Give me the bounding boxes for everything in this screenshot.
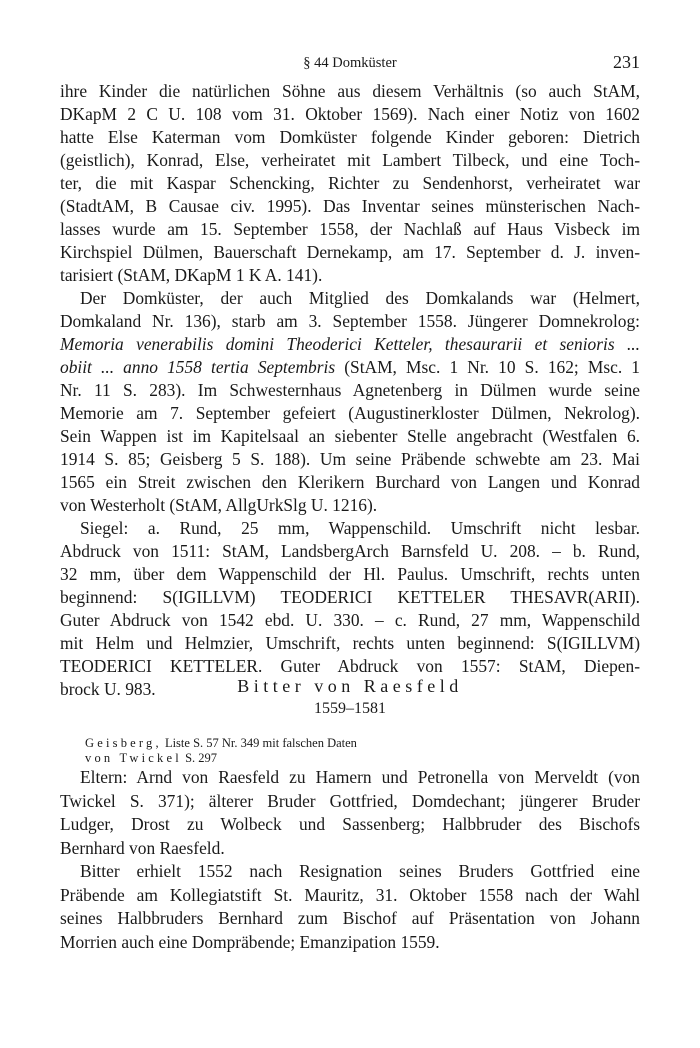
paragraph-seals [60,517,640,701]
text-line: mit Helm und Helmzier, Umschrift, rechts unten beginnend: S(IGILLVM) [60,633,640,653]
entry-text [60,766,640,954]
section-title: § 44 Domküster [303,55,397,71]
text-line: brock U. 983. [60,679,156,699]
text-line: Siegel: a. Rund, 25 mm, Wappenschild. Umschrift nicht lesbar. [80,518,640,538]
text-line: (geistlich), Konrad, Else, verheiratet mit Lambert Tilbeck, und eine Toch- [60,150,640,170]
text-line: Ludger, Drost zu Wolbeck und Sassenberg; Halbbruder des Bischofs [60,814,640,834]
paragraph-death [60,287,640,517]
text-line: Abdruck von 1511: StAM, LandsbergArch Barnsfeld U. 208. – b. Rund, [60,541,640,561]
paragraph-children [60,80,640,287]
text-line: Präbende am Kollegiatstift St. Mauritz, 31. Oktober 1558 nach der Wahl [60,884,640,905]
reference-author: Geisberg, [85,736,162,750]
text-line: Eltern: Arnd von Raesfeld zu Hamern und Petronella von Merveldt (von [80,767,640,787]
text-line: Nr. 11 S. 283). Im Schwesternhaus Agnetenberg in Dülmen wurde seine [60,380,640,400]
text-line: Domkaland Nr. 136), starb am 3. September 1558. Jüngerer Domnekrolog: [60,311,640,331]
text-line: Kirchspiel Dülmen, Bauerschaft Dernekamp, am 17. September d. J. inven- [60,242,640,262]
entry-name: Bitter von Raesfeld [237,676,463,696]
reference-detail: Liste S. 57 Nr. 349 mit falschen Daten [161,736,357,750]
text-line: von Westerholt (StAM, AllgUrkSlg U. 1216). [60,495,378,515]
text-line: beginnend: S(IGILLVM) TEODERICI KETTELER THESAVR(ARII). [60,587,640,607]
paragraph-career [60,860,640,954]
text-line: DKapM 2 C U. 108 vom 31. Oktober 1569). Nach einer Notiz von 1602 [60,104,640,124]
references [85,736,357,766]
text-line: Twickel S. 371); älterer Bruder Gottfried, Domdechant; jüngerer Bruder [60,790,640,811]
running-head [60,52,640,74]
text-line: 1914 S. 85; Geisberg 5 S. 188). Um seine Präbende schwebte am 23. Mai [60,449,640,469]
text-line: Bitter erhielt 1552 nach Resignation seines Bruders Gottfried eine [80,861,640,881]
text-line: hatte Else Katerman vom Domküster folgende Kinder geboren: Dietrich [60,127,640,147]
text-line: Bernhard von Raesfeld. [60,837,225,858]
text-line: ter, die mit Kaspar Schencking, Richter zu Sendenhorst, verheiratet war [60,173,640,193]
reference-detail: S. 297 [181,751,218,765]
text-line: (StadtAM, B Causae civ. 1995). Das Inventar seines münsterischen Nach- [60,196,640,216]
text-line: ihre Kinder die natürlichen Söhne aus diesem Verhältnis (so auch StAM, [60,81,640,101]
text-line: Morrien auch eine Dompräbende; Emanzipation 1559. [60,931,440,952]
text-line: Memorie am 7. September gefeiert (Augustinerkloster Dülmen, Nekrolog). [60,403,640,423]
necrology-quote: Memoria venerabilis domini Theoderici Ketteler, thesaurarii et senioris ... [60,334,640,354]
main-text [60,80,640,701]
text-line: Guter Abdruck von 1542 ebd. U. 330. – c. Rund, 27 mm, Wappenschild [60,610,640,630]
text-line: 32 mm, über dem Wappenschild der Hl. Paulus. Umschrift, rechts unten [60,564,640,584]
reference-author: von Twickel [85,751,182,765]
text-line: Der Domküster, der auch Mitglied des Domkalands war (Helmert, [80,288,640,308]
text-line: 1565 ein Streit zwischen den Klerikern Burchard von Langen und Konrad [60,472,640,492]
text-line: seines Halbbruders Bernhard zum Bischof auf Präsentation von Johann [60,908,640,928]
text-line: TEODERICI KETTELER. Guter Abdruck von 1557: StAM, Diepen- [60,656,640,676]
text-line: tarisiert (StAM, DKapM 1 K A. 141). [60,265,323,285]
reference-line [85,751,357,766]
text-line-italic [60,333,640,356]
citation: (StAM, Msc. 1 Nr. 10 S. 162; Msc. 1 [335,357,640,377]
reference-line [85,736,357,751]
text-line: Sein Wappen ist im Kapitelsaal an siebenter Stelle angebracht (Westfalen 6. [60,426,640,446]
text-line: lasses wurde am 15. September 1558, der Nachlaß auf Haus Visbeck im [60,219,640,239]
page-number: 231 [613,52,640,72]
paragraph-parents [60,766,640,860]
necrology-quote-end: obiit ... anno 1558 tertia Septembris [60,357,336,377]
entry-years: 1559–1581 [314,700,386,717]
text-line-mixed [60,356,640,379]
